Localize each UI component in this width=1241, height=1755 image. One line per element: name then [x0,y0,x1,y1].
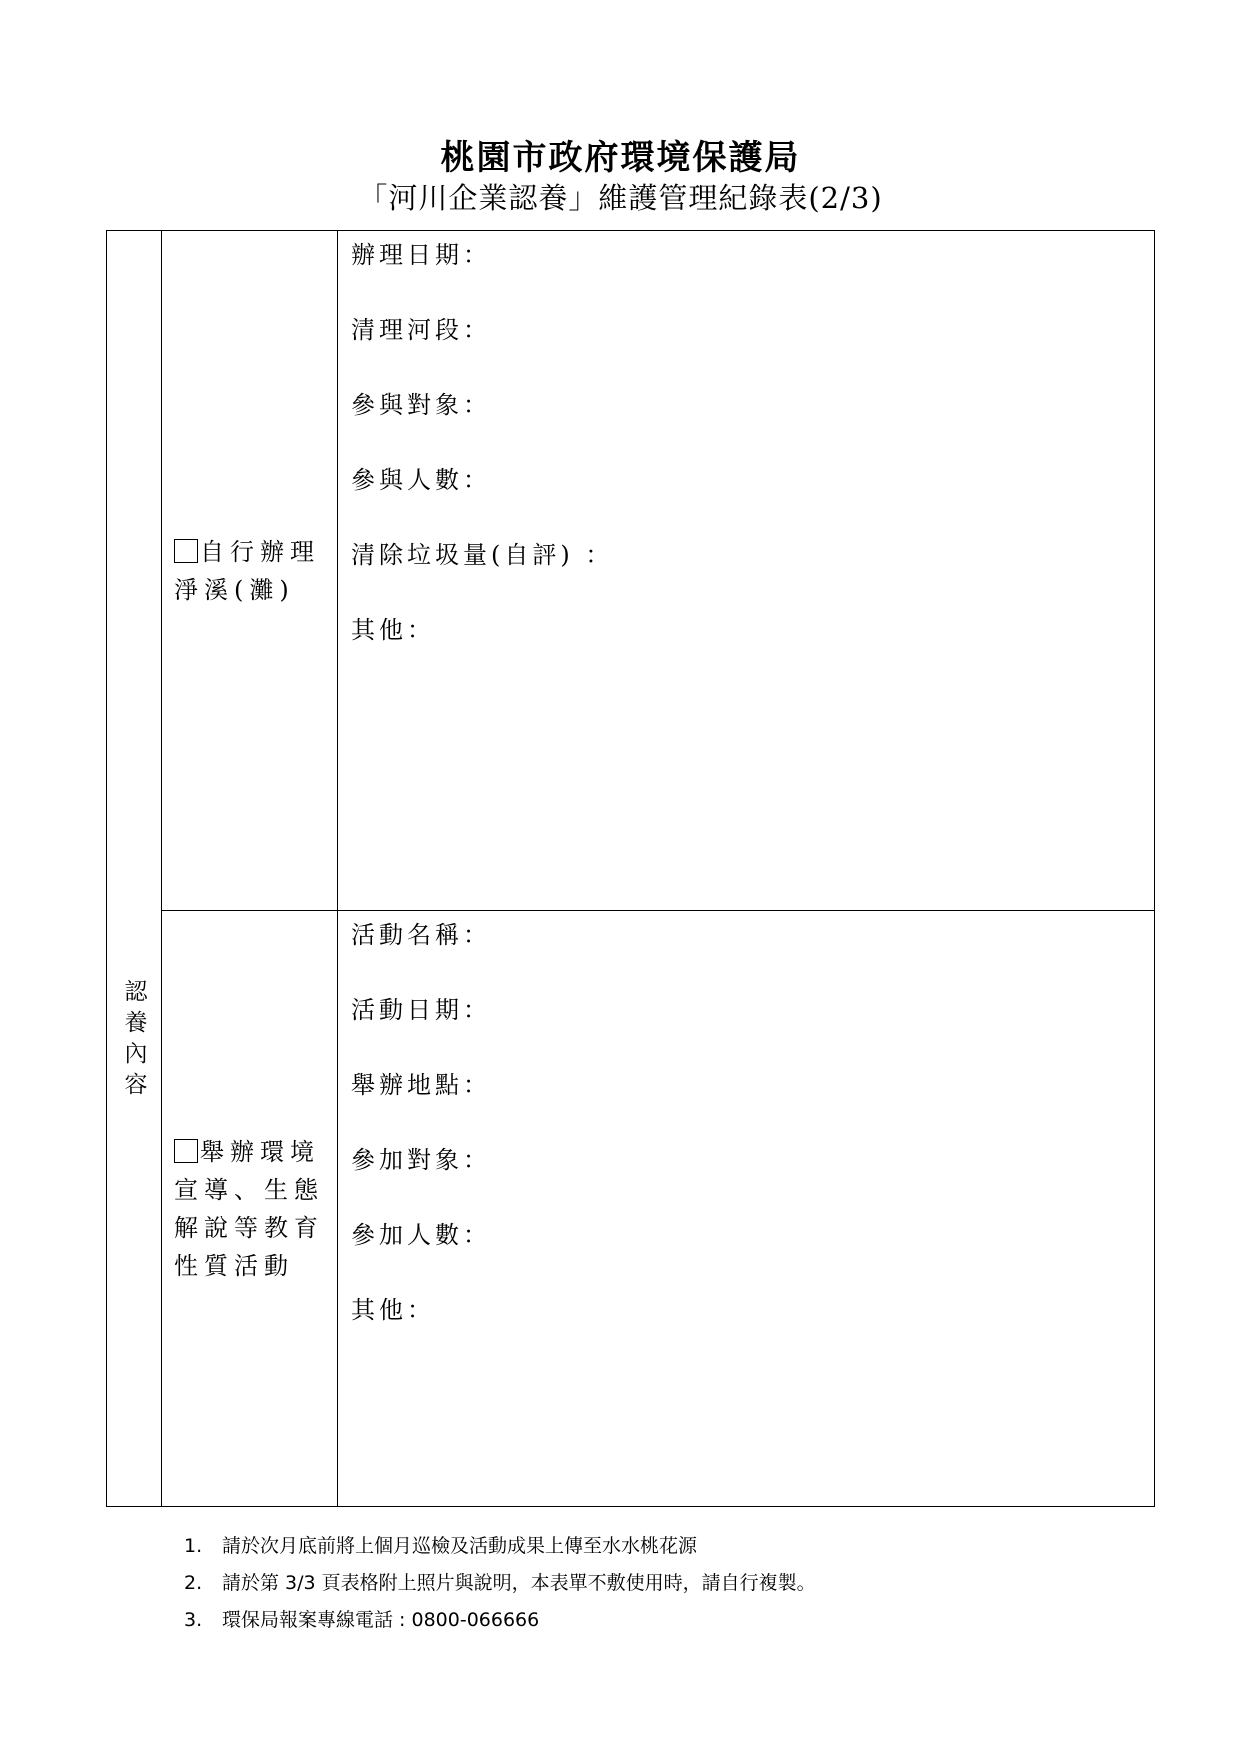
field-label: 參與對象： [351,391,491,419]
note-text: 環保局報案專線電話 : 0800-066666 [222,1609,540,1631]
notes-list [184,1532,816,1643]
field-label: 活動日期： [351,996,491,1024]
category-cell [162,231,338,911]
category-checkbox-cleanup[interactable] [174,539,198,563]
note-number: 3. [184,1609,203,1631]
note-number: 2. [184,1572,203,1594]
note-number: 1. [184,1535,203,1557]
list-item [184,1532,816,1569]
field-label: 清除垃圾量(自評) ： [351,541,614,569]
side-label-cell [107,231,162,1507]
field-label: 參加人數： [351,1221,491,1249]
list-item [184,1569,816,1606]
note-text: 請於第 3/3 頁表格附上照片與說明，本表單不敷使用時，請自行複製。 [222,1572,816,1594]
field-label: 活動名稱： [351,921,491,949]
field-label: 清理河段： [351,316,491,344]
field-label: 辦理日期： [351,241,491,269]
fields-cell [338,911,1155,1507]
category-label: 舉辦環境宣導、生態解說等教育性質活動 [174,1137,324,1280]
page-title: 桃園市政府環境保護局 [440,138,801,178]
field-label: 參與人數： [351,466,491,494]
field-label: 其他： [351,1296,435,1324]
field-label: 參加對象： [351,1146,491,1174]
side-label: 認養內容 [120,978,147,1103]
list-item [184,1606,816,1643]
note-text: 請於次月底前將上個月巡檢及活動成果上傳至水水桃花源 [222,1535,698,1557]
category-checkbox-education[interactable] [174,1139,198,1163]
category-cell [162,911,338,1507]
fields-cell [338,231,1155,911]
table-row [107,911,1155,1507]
field-label: 其他： [351,616,435,644]
category-label: 自行辦理淨溪(灘) [174,537,320,604]
form-subtitle: 「河川企業認養」維護管理紀錄表(2/3) [358,181,883,215]
record-form-table [106,230,1155,1507]
table-row [107,231,1155,911]
field-label: 舉辦地點： [351,1071,491,1099]
